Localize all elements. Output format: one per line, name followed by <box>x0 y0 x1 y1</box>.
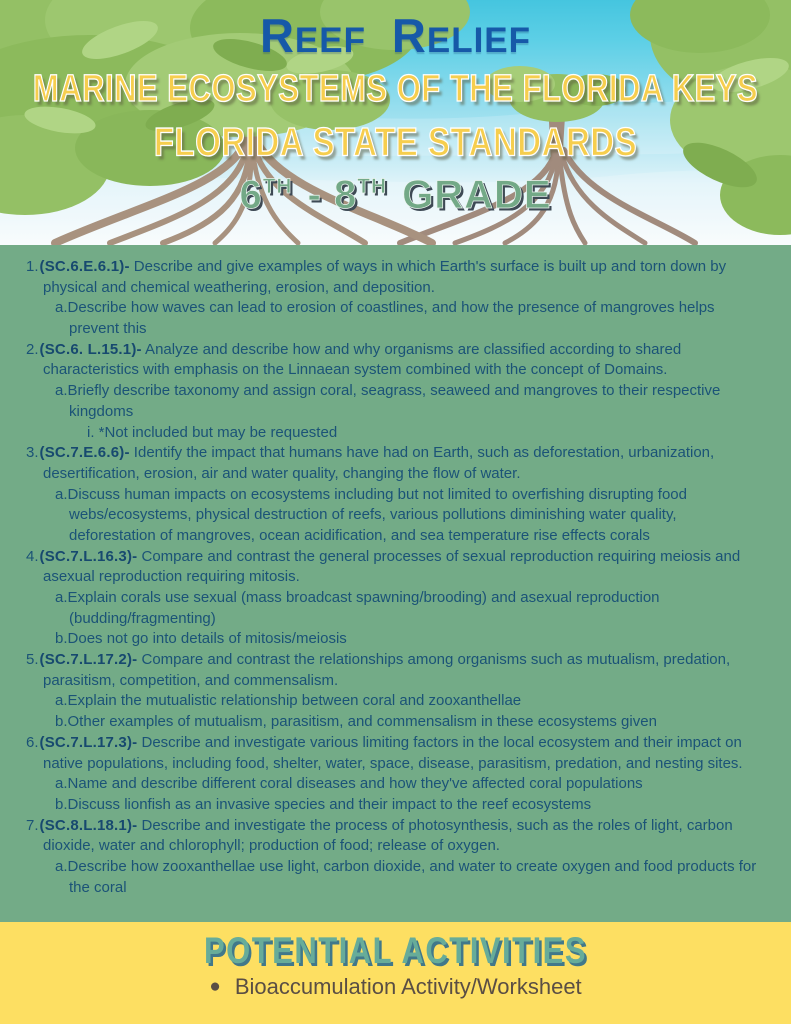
logo-rest: EEF <box>294 21 366 60</box>
standard-item <box>26 443 765 546</box>
standard-subitem <box>26 712 765 733</box>
subitem-label: a. <box>55 589 68 606</box>
standard-code: (SC.6.E.6.1)- <box>39 258 130 275</box>
standard-number: 6. <box>26 733 39 751</box>
activity-text: Bioaccumulation Activity/Worksheet <box>234 974 582 1000</box>
subitem-text: Does not go into details of mitosis/meiosis <box>67 630 347 648</box>
subitem-label: a. <box>55 299 68 317</box>
standard-subitem <box>26 485 765 547</box>
standard-number: 3. <box>26 444 39 462</box>
standard-main-line <box>26 257 765 298</box>
header-text <box>0 0 791 215</box>
standards-section <box>0 245 791 898</box>
bullet-icon: ● <box>209 976 221 998</box>
standard-main-line <box>26 733 765 774</box>
standard-subitem <box>26 588 765 629</box>
activities-list <box>0 974 791 1000</box>
subitem-text: Discuss lionfish as an invasive species and their impact to the reef ecosystems <box>67 795 592 813</box>
standard-number: 5. <box>26 651 39 669</box>
standard-code: (SC.7.L.16.3)- <box>39 547 138 565</box>
standard-item <box>26 650 765 733</box>
standard-text: Compare and contrast the relationships among organisms such as mutualism, predation, parasitism, competition, and commensalism. <box>43 651 731 689</box>
footer-activities <box>0 922 791 1024</box>
subitem-label: b. <box>55 630 68 648</box>
standard-number: 4. <box>26 547 39 565</box>
standard-subitem <box>26 629 765 650</box>
standard-subitem <box>26 298 765 339</box>
standard-number: 1. <box>26 258 39 275</box>
grade-start: 6 <box>239 172 263 217</box>
standard-number: 2. <box>26 340 39 358</box>
standard-text: Compare and contrast the general processes of sexual reproduction requiring meiosis and asexual reproduction requiring mitosis. <box>43 547 741 586</box>
standard-item <box>26 547 765 650</box>
activities-heading: POTENTIAL ACTIVITIES <box>203 929 588 972</box>
activity-item <box>0 974 791 1000</box>
standard-text: Describe and investigate various limiting factors in the local ecosystem and their impact on native populations, including food, shelter, water, space, disease, parasitism, predation, and nesting sites. <box>43 733 743 772</box>
standard-code: (SC.8.L.18.1)- <box>39 816 138 834</box>
subitem-text: Describe how zooxanthellae use light, carbon dioxide, and water to create oxygen and food products for the coral <box>67 857 757 896</box>
grade-end-ordinal: TH <box>357 175 387 199</box>
standard-code: (SC.7.L.17.3)- <box>39 733 138 751</box>
subsubitem-label: i. <box>87 423 99 441</box>
standard-subitem <box>26 691 765 712</box>
standard-main-line <box>26 443 765 484</box>
subitem-label: a. <box>55 382 68 400</box>
standard-item <box>26 340 765 443</box>
standard-subitem <box>26 381 765 422</box>
subitem-text: Name and describe different coral diseases and how they've affected coral populations <box>67 775 643 793</box>
subitem-text: Explain the mutualistic relationship between coral and zooxanthellae <box>67 692 522 710</box>
logo-initial: R <box>259 9 295 62</box>
standard-code: (SC.6. L.15.1)- <box>39 340 142 358</box>
subtitle: FLORIDA STATE STANDARDS <box>153 118 638 164</box>
standard-code: (SC.7.L.17.2)- <box>39 651 138 669</box>
subsubitem-text: *Not included but may be requested <box>98 423 338 441</box>
grade-label: GRADE <box>389 172 552 217</box>
reef-relief-logo <box>0 9 791 62</box>
standard-subitem <box>26 857 765 898</box>
standard-number: 7. <box>26 816 39 834</box>
grade-separator: - <box>295 172 334 217</box>
grade-end: 8 <box>333 172 358 217</box>
subitem-text: Explain corals use sexual (mass broadcast spawning/brooding) and asexual reproduction (budding/fragmenting) <box>67 589 660 627</box>
standard-item <box>26 257 765 340</box>
standard-main-line <box>26 547 765 588</box>
standard-item <box>26 733 765 816</box>
subitem-label: b. <box>55 795 68 813</box>
subitem-label: a. <box>55 485 68 503</box>
standard-item <box>26 816 765 899</box>
standards-list <box>26 257 765 898</box>
main-title: MARINE ECOSYSTEMS OF THE FLORIDA KEYS <box>32 67 759 110</box>
subitem-text: Discuss human impacts on ecosystems including but not limited to overfishing disrupting food webs/ecosystems, physical destruction of reefs, various pollutions diminishing water quality, deforestation of mangroves, ocean acidification, and sea temperature rise effects corals <box>67 485 687 544</box>
standard-code: (SC.7.E.6.6)- <box>39 444 130 462</box>
subitem-label: a. <box>55 775 68 793</box>
standard-text: Identify the impact that humans have had on Earth, such as deforestation, urbanization, desertification, erosion, air and water quality, changing the flow of water. <box>43 444 715 482</box>
standard-main-line <box>26 816 765 857</box>
subitem-text: Other examples of mutualism, parasitism, and commensalism in these ecosystems given <box>67 713 657 731</box>
standard-subsubitem <box>26 423 765 444</box>
grade-range <box>0 172 791 217</box>
logo-rest: ELIEF <box>426 21 532 60</box>
logo-word <box>259 9 366 62</box>
header-banner <box>0 0 791 245</box>
standard-text: Describe and investigate the process of photosynthesis, such as the roles of light, carbon dioxide, water and chlorophyll; production of food; release of oxygen. <box>43 816 733 855</box>
standard-text: Describe and give examples of ways in which Earth's surface is built up and torn down by physical and chemical weathering, erosion, and deposition. <box>43 258 727 296</box>
subitem-label: b. <box>55 713 68 731</box>
standard-text: Analyze and describe how and why organisms are classified according to shared characteristics with emphasis on the Linnaean system combined with the concept of Domains. <box>43 340 682 379</box>
standard-main-line <box>26 340 765 381</box>
logo-word <box>391 9 532 62</box>
subitem-text: Briefly describe taxonomy and assign coral, seagrass, seaweed and mangroves to their respective kingdoms <box>67 382 721 420</box>
subitem-text: Describe how waves can lead to erosion of coastlines, and how the presence of mangroves helps prevent this <box>67 299 715 338</box>
standard-main-line <box>26 650 765 691</box>
grade-start-ordinal: TH <box>262 175 293 199</box>
subitem-label: a. <box>55 692 68 710</box>
logo-initial: R <box>391 9 427 62</box>
standard-subitem <box>26 795 765 816</box>
standard-subitem <box>26 774 765 795</box>
subitem-label: a. <box>55 857 68 875</box>
